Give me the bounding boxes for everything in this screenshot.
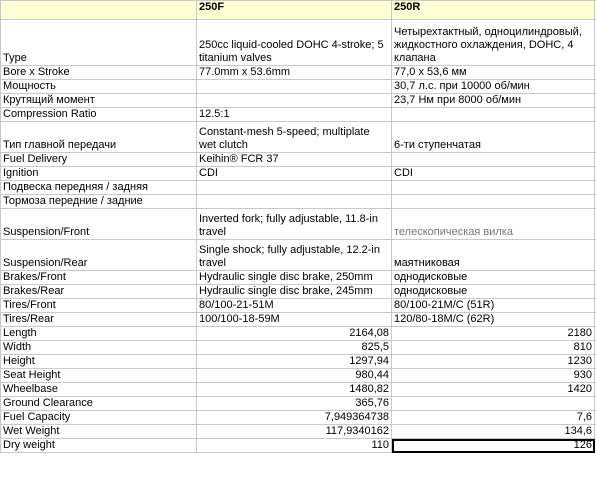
value-cell-250f[interactable]: Inverted fork; fully adjustable, 11.8-in travel [197,209,392,240]
value-cell-250r[interactable] [392,195,595,209]
row-label-cell[interactable]: Type [1,20,197,66]
value-cell-250r[interactable]: 23,7 Нм при 8000 об/мин [392,94,595,108]
table-row [1,66,596,80]
table-row [1,122,596,153]
value-cell-250f[interactable]: Hydraulic single disc brake, 250mm [197,271,392,285]
row-label-cell[interactable]: Length [1,327,197,341]
value-cell-250f[interactable]: 12.5:1 [197,108,392,122]
table-row [1,285,596,299]
table-row [1,341,596,355]
row-label-cell[interactable]: Tires/Rear [1,313,197,327]
value-cell-250r[interactable]: 6-ти ступенчатая [392,122,595,153]
value-cell-250r[interactable]: 1420 [392,383,595,397]
value-cell-250f[interactable] [197,181,392,195]
table-row [1,439,596,453]
value-cell-250r[interactable]: 134,6 [392,425,595,439]
selected-cell-250r[interactable]: 126 [392,439,595,453]
table-row [1,209,596,240]
row-label-cell[interactable]: Brakes/Rear [1,285,197,299]
row-label-cell[interactable]: Suspension/Rear [1,240,197,271]
value-cell-250f[interactable]: 1297,94 [197,355,392,369]
value-cell-250r[interactable]: 30,7 л.с. при 10000 об/мин [392,80,595,94]
value-cell-250f[interactable]: CDI [197,167,392,181]
table-row [1,369,596,383]
row-label-cell[interactable]: Seat Height [1,369,197,383]
row-label-cell[interactable]: Compression Ratio [1,108,197,122]
value-cell-250f[interactable]: 100/100-18-59M [197,313,392,327]
row-label-cell[interactable]: Мощность [1,80,197,94]
table-row [1,355,596,369]
value-cell-250r[interactable]: однодисковые [392,285,595,299]
header-row [1,1,596,20]
table-row [1,80,596,94]
table-row [1,181,596,195]
value-cell-250r[interactable]: 77,0 x 53,6 мм [392,66,595,80]
table-row [1,313,596,327]
value-cell-250f[interactable] [197,195,392,209]
row-label-cell[interactable]: Tires/Front [1,299,197,313]
value-cell-250r[interactable]: 80/100-21M/C (51R) [392,299,595,313]
value-cell-250f[interactable]: 980,44 [197,369,392,383]
row-label-cell[interactable]: Ground Clearance [1,397,197,411]
value-cell-250r[interactable]: 2180 [392,327,595,341]
row-label-cell[interactable]: Bore x Stroke [1,66,197,80]
value-cell-250f[interactable]: Single shock; fully adjustable, 12.2-in travel [197,240,392,271]
value-cell-250f[interactable]: 117,9340162 [197,425,392,439]
table-row [1,397,596,411]
value-cell-250r[interactable]: маятниковая [392,240,595,271]
row-label-cell[interactable]: Wet Weight [1,425,197,439]
row-label-cell[interactable]: Подвеска передняя / задняя [1,181,197,195]
value-cell-250r[interactable]: Четырехтактный, одноцилиндровый, жидкостного охлаждения, DOHC, 4 клапана [392,20,595,66]
value-cell-250f[interactable]: 77.0mm x 53.6mm [197,66,392,80]
header-cell-label[interactable] [1,1,197,20]
row-label-cell[interactable]: Wheelbase [1,383,197,397]
table-row [1,299,596,313]
table-row [1,271,596,285]
row-label-cell[interactable]: Height [1,355,197,369]
value-cell-250f[interactable]: 250cc liquid-cooled DOHC 4-stroke; 5 titanium valves [197,20,392,66]
value-cell-250f[interactable] [197,80,392,94]
table-row [1,167,596,181]
table-row [1,108,596,122]
value-cell-250f[interactable] [197,94,392,108]
row-label-cell[interactable]: Тормоза передние / задние [1,195,197,209]
value-cell-250r[interactable] [392,397,595,411]
row-label-cell[interactable]: Крутящий момент [1,94,197,108]
value-cell-250r[interactable]: 930 [392,369,595,383]
row-label-cell[interactable]: Тип главной передачи [1,122,197,153]
value-cell-250r[interactable] [392,108,595,122]
value-cell-250f[interactable]: 110 [197,439,392,453]
table-row [1,20,596,66]
row-label-cell[interactable]: Fuel Delivery [1,153,197,167]
spreadsheet-body [1,1,596,453]
value-cell-250r[interactable] [392,153,595,167]
value-cell-250r[interactable]: 7,6 [392,411,595,425]
table-row [1,94,596,108]
row-label-cell[interactable]: Dry weight [1,439,197,453]
row-label-cell[interactable]: Suspension/Front [1,209,197,240]
value-cell-250r[interactable]: CDI [392,167,595,181]
value-cell-250r[interactable]: телескопическая вилка [392,209,595,240]
value-cell-250f[interactable]: 80/100-21-51M [197,299,392,313]
value-cell-250r[interactable]: 810 [392,341,595,355]
value-cell-250r[interactable]: 1230 [392,355,595,369]
value-cell-250f[interactable]: 825,5 [197,341,392,355]
table-row [1,411,596,425]
value-cell-250r[interactable] [392,181,595,195]
table-row [1,240,596,271]
header-cell-250f[interactable]: 250F [197,1,392,20]
row-label-cell[interactable]: Brakes/Front [1,271,197,285]
value-cell-250r[interactable]: однодисковые [392,271,595,285]
value-cell-250r[interactable]: 120/80-18M/C (62R) [392,313,595,327]
value-cell-250f[interactable]: 365,76 [197,397,392,411]
value-cell-250f[interactable]: 2164,08 [197,327,392,341]
table-row [1,195,596,209]
row-label-cell[interactable]: Fuel Capacity [1,411,197,425]
table-row [1,153,596,167]
value-cell-250f[interactable]: Constant-mesh 5-speed; multiplate wet clutch [197,122,392,153]
table-row [1,383,596,397]
value-cell-250f[interactable]: 1480,82 [197,383,392,397]
row-label-cell[interactable]: Width [1,341,197,355]
value-cell-250f[interactable]: 7,949364738 [197,411,392,425]
row-label-cell[interactable]: Ignition [1,167,197,181]
header-cell-250r[interactable]: 250R [392,1,595,20]
value-cell-250f[interactable]: Hydraulic single disc brake, 245mm [197,285,392,299]
table-row [1,327,596,341]
table-row [1,425,596,439]
value-cell-250f[interactable]: Keihin® FCR 37 [197,153,392,167]
